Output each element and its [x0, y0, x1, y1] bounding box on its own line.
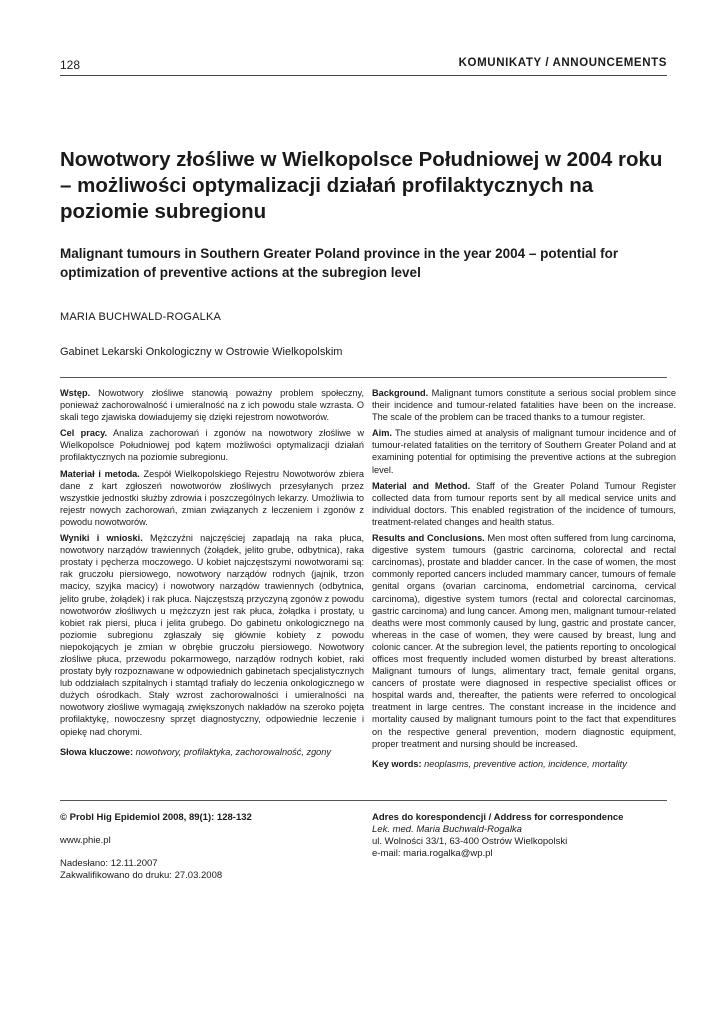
- label: Results and Conclusions.: [372, 533, 485, 544]
- correspondence-label: Adres do korespondencji / Address for correspondence: [372, 812, 624, 823]
- received-date: Nadesłano: 12.11.2007: [60, 858, 158, 869]
- author-name: MARIA BUCHWALD-ROGALKA: [60, 311, 222, 323]
- abstract-pl-intro: [60, 387, 364, 423]
- label: Background.: [372, 388, 429, 398]
- label: Cel pracy.: [60, 428, 108, 439]
- abstract-top-divider: [60, 377, 667, 378]
- abstract-pl-methods: [60, 468, 364, 528]
- footer-divider: [60, 800, 667, 801]
- citation: © Probl Hig Epidemiol 2008, 89(1): 128-132: [60, 812, 252, 823]
- header-divider: [60, 75, 667, 76]
- text: nowotwory, profilaktyka, zachorowalność, zgony: [135, 746, 331, 757]
- abstract-english: [372, 387, 676, 774]
- abstract-pl-keywords: [60, 746, 364, 758]
- text: Mężczyźni najczęściej zapadają na raka płuca, nowotwory narządów trawiennych (żołądek, jelito grube, odbytnica), raka prostaty i pęcherza moczowego. U kobiet najczęstszymi nowotworami są: rak gruczołu piersiowego, nowotwory narządów rodnych (jajnik, trzon macicy, szyjka macicy) i nowotwory narządów trawiennych (odbytnica, jelito grube, żołądek) i rak płuca. Najczęstszą przyczyną zgonów z powodu nowotworów złośliwych u mężczyzn jest rak płuca, żołądka i prostaty, u kobiet rak piersi, płuca i jelita grubego. Do gabinetu onkologicznego na poziomie subregionu zgłaszały się głównie kobiety z powodu niepokojących je zmian w obrębie gruczołu piersiowego. Nowotwory złośliwe płuca, przewodu pokarmowego, narządów rodnych kobiet, raki prostaty były rozpoznawane w odpowiednich gabinetach specjalistycznych lub oddziałach szpitalnych i stamtąd trafiały do leczenia onkologicznego w dużych ośrodkach. Stały wzrost zachorowalności i umieralności na nowotwory złośliwe wymagają zwiększonych nakładów na szeroko pojęta profilaktykę, nowoczesny sprzęt diagnostyczny, odpowiednie leczenie i opiekę nad chorymi.: [60, 533, 364, 737]
- correspondence-email[interactable]: e-mail: maria.rogalka@wp.pl: [372, 848, 493, 859]
- text: Nowotwory złośliwe stanowią poważny problem społeczny, ponieważ zachorowalność i umieralność na z ich powodu stale wzrasta. O skali tego zjawiska dowiadujemy się dzięki rejestrom nowotworów.: [60, 388, 364, 423]
- abstract-en-results: [372, 532, 676, 750]
- abstract-en-background: [372, 387, 676, 423]
- label: Key words:: [372, 758, 422, 769]
- website-link[interactable]: www.phie.pl: [60, 835, 111, 846]
- label: Słowa kluczowe:: [60, 746, 134, 757]
- label: Material and Method.: [372, 480, 471, 491]
- label: Wstęp.: [60, 388, 91, 398]
- correspondence-address: ul. Wolności 33/1, 63-400 Ostrów Wielkopolski: [372, 836, 568, 847]
- text: Zespół Wielkopolskiego Rejestru Nowotworów zbiera dane z kart zgłoszeń nowotworów złośliwych przesyłanych przez wszystkie jednostki służby zdrowia i poszczególnych lekarzy. Umożliwia to rejestr nowych zachorowań, zmian związanych z leczeniem i zgonów z powodu nowotworów.: [60, 468, 364, 527]
- accepted-date: Zakwalifikowano do druku: 27.03.2008: [60, 870, 223, 881]
- label: Aim.: [372, 428, 392, 439]
- page-number: 128: [60, 58, 81, 72]
- text: Analiza zachorowań i zgonów na nowotwory złośliwe w Wielkopolsce Południowej pod kątem możliwości optymalizacji działań profilaktycznych na poziomie subregionu.: [60, 428, 364, 463]
- text: neoplasms, preventive action, incidence, mortality: [424, 758, 627, 769]
- abstract-en-methods: [372, 480, 676, 528]
- text: Staff of the Greater Poland Tumour Register collected data from tumour reports sent by all medical service units and individual doctors. This enabled registration of the incidence of tumours, treatment-related changes and health status.: [372, 480, 677, 527]
- text: The studies aimed at analysis of malignant tumour incidence and of tumour-related fatalities on the territory of Southern Greater Poland and at examining potential for optimising the preventive actions at the subregion level.: [372, 428, 676, 475]
- correspondence-info: [372, 812, 672, 860]
- article-title-polish: Nowotwory złośliwe w Wielkopolsce Południowej w 2004 roku – możliwości optymalizacji działań profilaktycznych na poziomie subregionu: [60, 148, 663, 223]
- text: Men most often suffered from lung carcinoma, digestive system tumours (gastric carcinoma, colorectal and rectal carcinomas), prostate and bladder cancer. In the case of women, the most commonly reported cancers included mammary cancer, tumours of female genital organs (ovarian carcinoma, endometrial carcinoma, cervical carcinoma), digestive system tumors (rectal and colorectal carcinomas, gastric carcinoma) and lung cancer. Among men, malignant tumour-related deaths were most commonly caused by lung, gastric and prostate cancer, whereas in the case of women, they were caused by breast, lung and colonic cancer. At the subregion level, the patients reporting to oncological offices most frequently included women disturbed by breast alterations. Malignant tumours of lungs, alimentary tract, female genital organs, cancers of prostate were diagnosed in respective specialist offices or hospital wards and, thereafter, the patients were referred to oncological treatment in large centres. The constant increase in the incidence and mortality caused by malignant tumours point to the fact that expenditures on the respective general prevention, modern diagnostic equipment, proper treatment and nursing should be increased.: [372, 533, 676, 749]
- author-affiliation: Gabinet Lekarski Onkologiczny w Ostrowie Wielkopolskim: [60, 346, 343, 358]
- label: Materiał i metoda.: [60, 468, 140, 479]
- section-header: KOMUNIKATY / ANNOUNCEMENTS: [458, 57, 667, 69]
- text: Malignant tumors constitute a serious social problem since their incidence and tumour-related fatalities have been on the increase. The scale of the problem can be traced thanks to a tumour register.: [372, 388, 676, 423]
- abstract-polish: [60, 387, 364, 762]
- abstract-en-aim: [372, 427, 676, 475]
- correspondence-name: Lek. med. Maria Buchwald-Rogalka: [372, 824, 522, 835]
- abstract-pl-results: [60, 532, 364, 738]
- article-title-english: Malignant tumours in Southern Greater Poland province in the year 2004 – potential for optimization of preventive actions at the subregion level: [60, 246, 619, 280]
- label: Wyniki i wnioski.: [60, 533, 143, 544]
- publication-info: [60, 812, 360, 882]
- abstract-en-keywords: [372, 758, 676, 770]
- abstract-pl-aim: [60, 427, 364, 463]
